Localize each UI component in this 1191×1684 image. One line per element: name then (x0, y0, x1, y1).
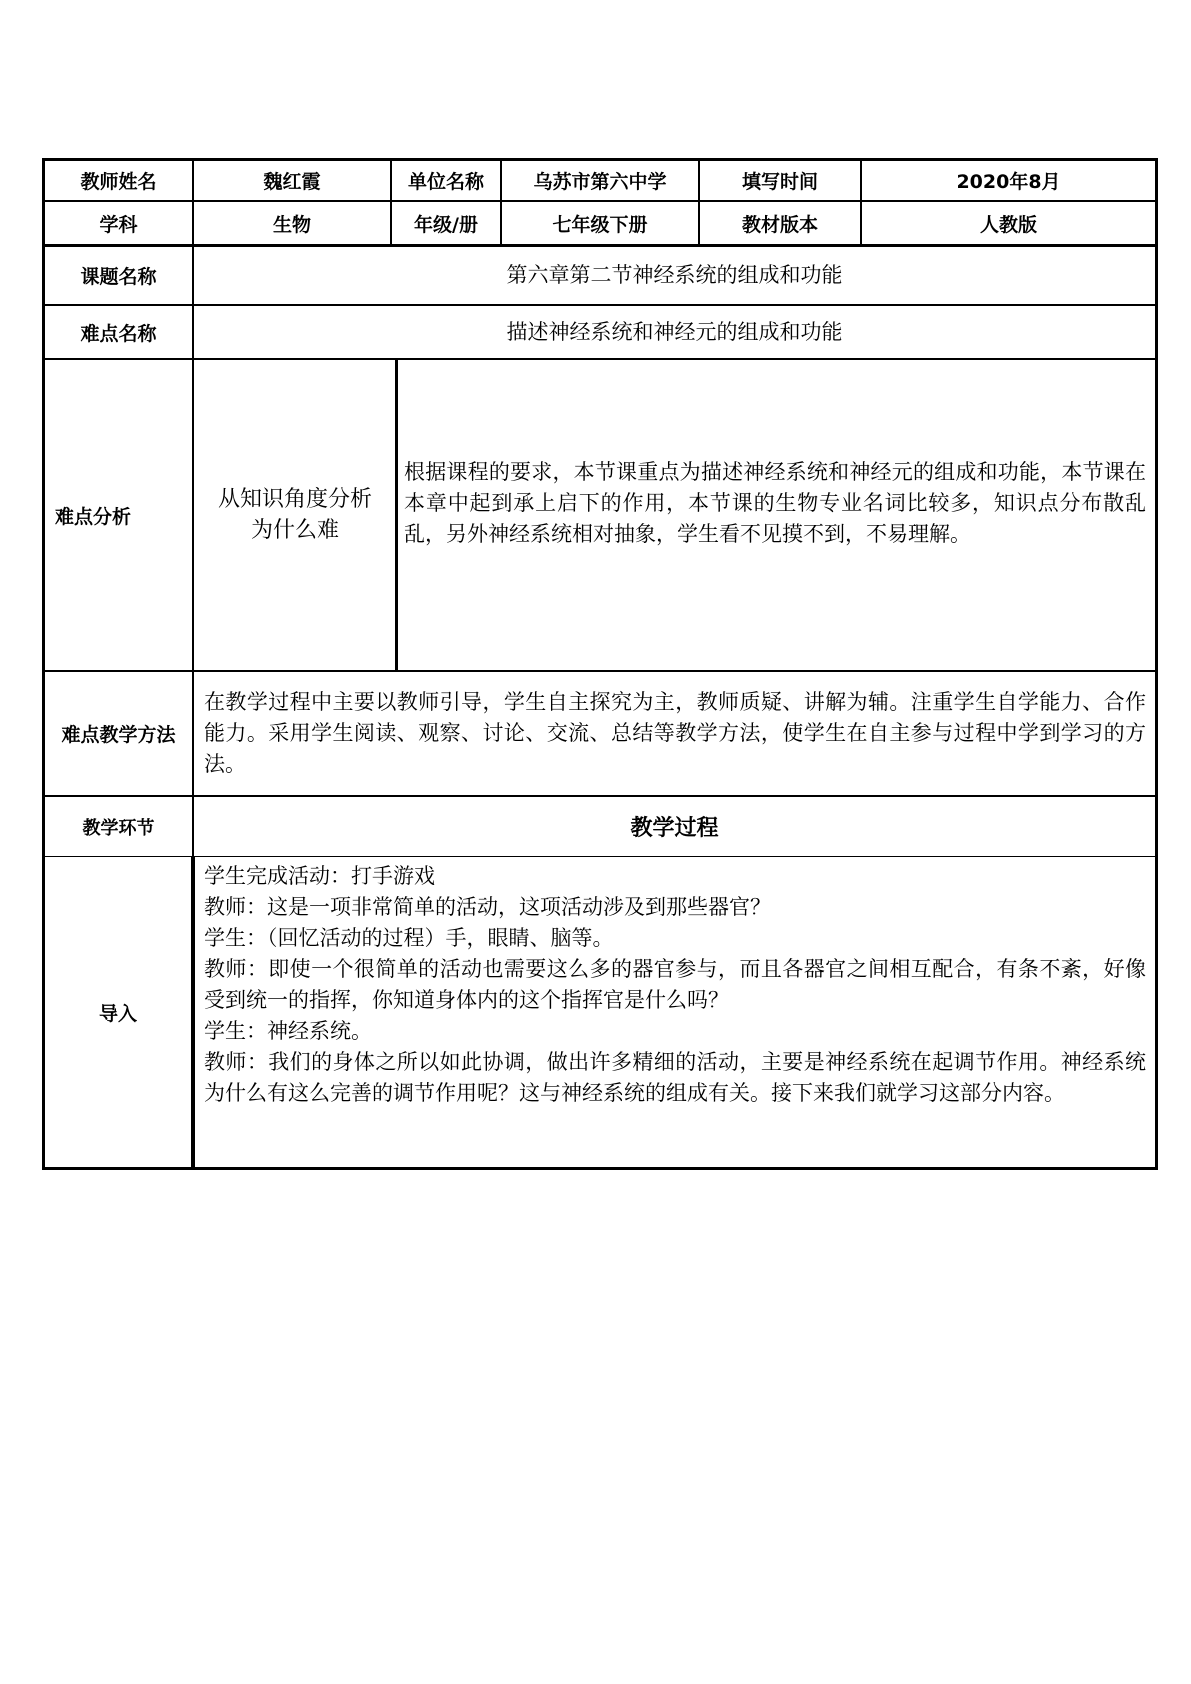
method-text: 在教学过程中主要以教师引导，学生自主探究为主，教师质疑、讲解为辅。注重学生自学能力、合作能力。采用学生阅读、观察、讨论、交流、总结等教学方法，使学生在自主参与过程中学到学习的方法。 (204, 690, 1146, 776)
difficulty-label: 难点名称 (80, 322, 157, 345)
table-bottom-border (42, 1167, 1158, 1170)
teacher-name-value: 魏红霞 (263, 171, 321, 193)
row-separator (42, 358, 1158, 360)
analysis-sub-label: 从知识角度分析为什么难 (217, 487, 372, 543)
analysis-text: 根据课程的要求，本节课重点为描述神经系统和神经元的组成和功能，本节课在本章中起到承上启下的作用，本节课的生物专业名词比较多，知识点分布散乱乱，另外神经系统相对抽象，学生看不见摸不到，不易理解。 (404, 460, 1146, 546)
intro-line: 教师：即使一个很简单的活动也需要这么多的器官参与，而且各器官之间相互配合，有条不紊，好像受到统一的指挥，你知道身体内的这个指挥官是什么吗？ (204, 957, 1146, 1012)
label-col-separator-thick (191, 856, 195, 1170)
subject-label: 学科 (99, 213, 138, 236)
fill-date-value: 2020年8月 (956, 171, 1061, 193)
grade-label: 年级/册 (414, 213, 478, 236)
process-title: 教学过程 (630, 816, 719, 841)
intro-line: 教师：这是一项非常简单的活动，这项活动涉及到那些器官？ (204, 895, 771, 919)
fill-date-label: 填写时间 (741, 171, 818, 193)
process-stage-label: 教学环节 (82, 817, 155, 839)
intro-line: 教师：我们的身体之所以如此协调，做出许多精细的活动，主要是神经系统在起调节作用。神经系统为什么有这么完善的调节作用呢？这与神经系统的组成有关。接下来我们就学习这部分内容。 (204, 1050, 1146, 1105)
table-right-border (1155, 158, 1158, 1170)
intro-label: 导入 (98, 1002, 137, 1025)
edition-label: 教材版本 (741, 213, 818, 236)
teacher-name-label: 教师姓名 (80, 171, 157, 193)
difficulty-value: 描述神经系统和神经元的组成和功能 (506, 319, 843, 344)
method-label: 难点教学方法 (61, 724, 176, 746)
intro-line: 学生完成活动：打手游戏 (204, 864, 435, 888)
row-separator (42, 856, 1158, 857)
topic-value: 第六章第二节神经系统的组成和功能 (506, 263, 843, 287)
edition-value: 人教版 (979, 213, 1037, 236)
subject-value: 生物 (272, 213, 311, 236)
unit-name-label: 单位名称 (407, 171, 484, 193)
topic-label: 课题名称 (80, 266, 157, 288)
analysis-col-separator (395, 360, 398, 670)
analysis-label: 难点分析 (55, 505, 132, 528)
grade-value: 七年级下册 (552, 213, 648, 236)
intro-content (204, 861, 1146, 1109)
intro-line: 学生：（回忆活动的过程）手，眼睛、脑等。 (204, 926, 614, 950)
row-separator (42, 670, 1158, 672)
unit-name-value: 乌苏市第六中学 (533, 171, 667, 193)
intro-line: 学生：神经系统。 (204, 1019, 372, 1043)
